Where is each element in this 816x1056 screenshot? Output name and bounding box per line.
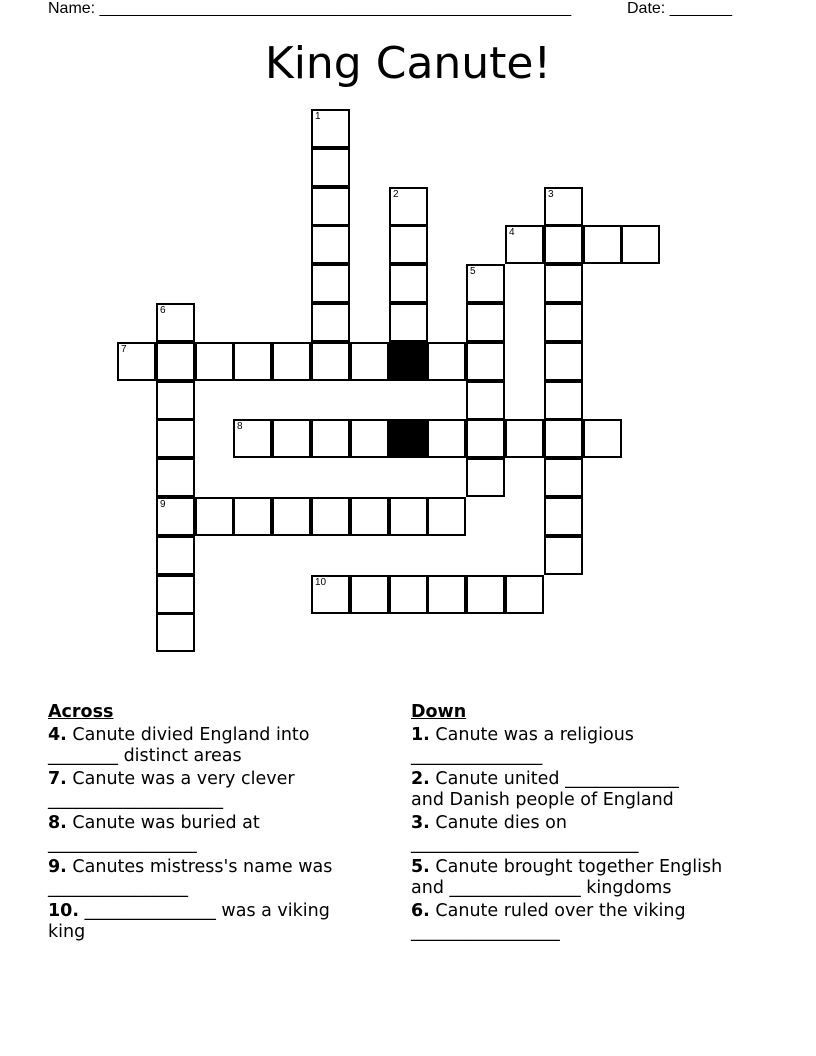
page-title: King Canute! xyxy=(264,38,552,89)
crossword-cell[interactable] xyxy=(156,458,195,497)
crossword-cell[interactable] xyxy=(311,225,350,264)
crossword-cell[interactable] xyxy=(544,497,583,536)
clue-number: 4 xyxy=(509,227,515,238)
crossword-cell[interactable] xyxy=(389,497,428,536)
crossword-cell[interactable] xyxy=(195,497,234,536)
crossword-cell[interactable] xyxy=(311,303,350,342)
crossword-cell[interactable] xyxy=(544,225,583,264)
clue-across: 4. Canute divied England into ________ distinct areas xyxy=(48,725,310,766)
crossword-cell[interactable] xyxy=(544,381,583,420)
crossword-cell[interactable] xyxy=(389,187,428,226)
name-line: Name: _____________________________________________________ xyxy=(48,0,572,17)
clue-down: 2. Canute united _____________ and Danish people of England xyxy=(411,769,679,810)
crossword-cell[interactable] xyxy=(311,109,350,148)
date-line: Date: _______ xyxy=(627,0,732,17)
crossword-cell[interactable] xyxy=(466,419,505,458)
crossword-cell[interactable] xyxy=(466,303,505,342)
crossword-cell[interactable] xyxy=(505,575,544,614)
crossword-cell[interactable] xyxy=(156,419,195,458)
crossword-cell[interactable] xyxy=(389,303,428,342)
clue-number: 1 xyxy=(315,111,321,122)
clue-down: 3. Canute dies on __________________________ xyxy=(411,813,639,854)
crossword-cell[interactable] xyxy=(544,187,583,226)
down-clues xyxy=(411,702,751,945)
crossword-cell[interactable] xyxy=(427,419,466,458)
clue-across: 8. Canute was buried at _________________ xyxy=(48,813,260,854)
clue-across: 10. _______________ was a viking king xyxy=(48,901,330,942)
crossword-cell[interactable] xyxy=(311,419,350,458)
crossword-cell[interactable] xyxy=(466,575,505,614)
clue-across: 9. Canutes mistress's name was ________________ xyxy=(48,857,333,898)
crossword-cell[interactable] xyxy=(466,264,505,303)
crossword-cell[interactable] xyxy=(272,497,311,536)
crossword-cell[interactable] xyxy=(544,419,583,458)
crossword-cell[interactable] xyxy=(544,458,583,497)
clue-number: 10 xyxy=(315,577,327,588)
crossword-cell[interactable] xyxy=(117,342,156,381)
crossword-cell[interactable] xyxy=(272,419,311,458)
crossword-cell[interactable] xyxy=(350,419,389,458)
crossword-cell[interactable] xyxy=(156,497,195,536)
clue-number: 7 xyxy=(121,344,127,355)
clue-number: 8 xyxy=(237,421,243,432)
crossword-block xyxy=(389,342,428,381)
crossword-cell[interactable] xyxy=(466,342,505,381)
crossword-cell[interactable] xyxy=(427,497,466,536)
clue-number: 2 xyxy=(393,189,399,200)
clue-number: 6 xyxy=(160,305,166,316)
crossword-cell[interactable] xyxy=(311,342,350,381)
crossword-block xyxy=(389,419,428,458)
crossword-cell[interactable] xyxy=(156,575,195,614)
crossword-cell[interactable] xyxy=(350,575,389,614)
crossword-cell[interactable] xyxy=(389,575,428,614)
across-clues xyxy=(48,702,388,945)
crossword-cell[interactable] xyxy=(544,536,583,575)
crossword-cell[interactable] xyxy=(427,342,466,381)
crossword-cell[interactable] xyxy=(311,497,350,536)
crossword-cell[interactable] xyxy=(311,264,350,303)
clue-down: 6. Canute ruled over the viking _________________ xyxy=(411,901,686,942)
crossword-cell[interactable] xyxy=(389,264,428,303)
crossword-cell[interactable] xyxy=(233,497,272,536)
crossword-cell[interactable] xyxy=(505,225,544,264)
crossword-cell[interactable] xyxy=(621,225,660,264)
crossword-cell[interactable] xyxy=(156,536,195,575)
crossword-cell[interactable] xyxy=(195,342,234,381)
crossword-cell[interactable] xyxy=(350,497,389,536)
crossword-cell[interactable] xyxy=(272,342,311,381)
clue-across: 7. Canute was a very clever ____________________ xyxy=(48,769,295,810)
across-heading: Across xyxy=(48,702,114,722)
crossword-cell[interactable] xyxy=(156,303,195,342)
crossword-cell[interactable] xyxy=(311,575,350,614)
crossword-cell[interactable] xyxy=(544,264,583,303)
crossword-cell[interactable] xyxy=(311,187,350,226)
crossword-cell[interactable] xyxy=(505,419,544,458)
crossword-cell[interactable] xyxy=(311,148,350,187)
crossword-cell[interactable] xyxy=(233,419,272,458)
crossword-cell[interactable] xyxy=(350,342,389,381)
crossword-cell[interactable] xyxy=(156,342,195,381)
crossword-cell[interactable] xyxy=(389,225,428,264)
down-heading: Down xyxy=(411,702,467,722)
crossword-cell[interactable] xyxy=(233,342,272,381)
crossword-cell[interactable] xyxy=(156,381,195,420)
crossword-cell[interactable] xyxy=(466,381,505,420)
crossword-cell[interactable] xyxy=(427,575,466,614)
crossword-cell[interactable] xyxy=(583,225,622,264)
crossword-cell[interactable] xyxy=(544,303,583,342)
crossword-cell[interactable] xyxy=(466,458,505,497)
clue-number: 5 xyxy=(470,266,476,277)
clue-number: 9 xyxy=(160,499,166,510)
crossword-cell[interactable] xyxy=(544,342,583,381)
clue-down: 1. Canute was a religious _______________ xyxy=(411,725,634,766)
crossword-cell[interactable] xyxy=(583,419,622,458)
clue-number: 3 xyxy=(548,189,554,200)
clue-down: 5. Canute brought together English and _______________ kingdoms xyxy=(411,857,723,898)
crossword-cell[interactable] xyxy=(156,613,195,652)
